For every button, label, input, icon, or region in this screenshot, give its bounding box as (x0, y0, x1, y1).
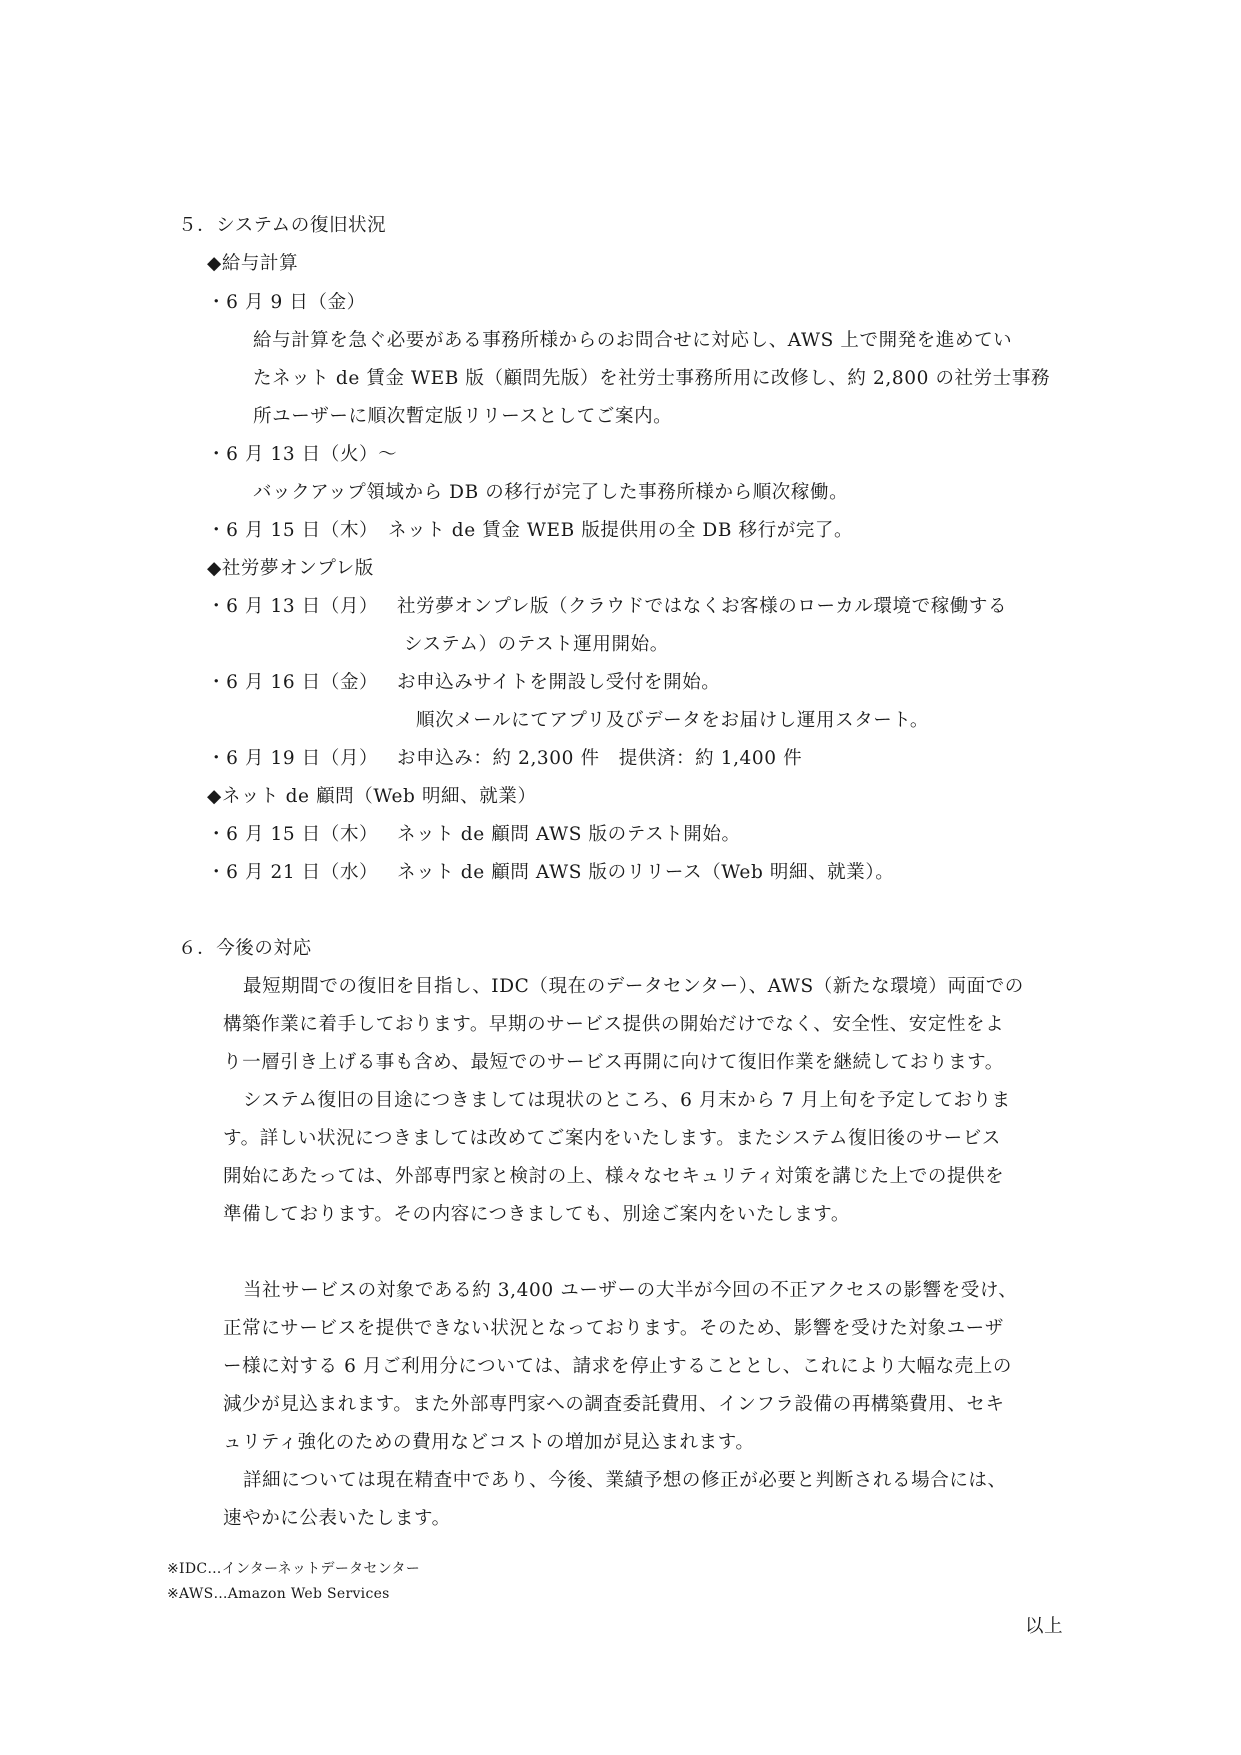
s6-p2-line2: す。詳しい状況につきましては改めてご案内をいたします。またシステム復旧後のサービス (223, 1128, 1001, 1149)
s6-p1-line1: 最短期間での復旧を目指し、IDC（現在のデータセンター）、AWS（新たな環境）両面での (243, 976, 1024, 997)
section5-heading: ５．システムの復旧状況 (178, 215, 387, 236)
komon-jun15-date: ・6 月 15 日（木） (207, 824, 379, 845)
payroll-jun13-line1: バックアップ領域から DB の移行が完了した事務所様から順次稼働。 (253, 482, 849, 503)
payroll-jun9-line3: 所ユーザーに順次暫定版リリースとしてご案内。 (253, 406, 673, 427)
s6-p3-line4: 減少が見込まれます。また外部専門家への調査委託費用、インフラ設備の再構築費用、セキ (223, 1394, 1005, 1415)
shrm-jun16-line1: お申込みサイトを開設し受付を開始。 (397, 672, 721, 693)
komon-jun15-line1: ネット de 顧問 AWS 版のテスト開始。 (397, 824, 741, 845)
payroll-jun9-date: ・6 月 9 日（金） (207, 292, 366, 313)
shrm-jun13-line1: 社労夢オンプレ版（クラウドではなくお客様のローカル環境で稼働する (397, 596, 1008, 617)
komon-jun21-line1: ネット de 顧問 AWS 版のリリース（Web 明細、就業）。 (397, 862, 895, 883)
s6-p3-line1: 当社サービスの対象である約 3,400 ユーザーの大半が今回の不正アクセスの影響を受け、 (243, 1280, 1018, 1301)
shrm-title: ◆社労夢オンプレ版 (207, 558, 374, 579)
s6-p3-line3: ー様に対する 6 月ご利用分については、請求を停止することとし、これにより大幅な売上の (223, 1356, 1012, 1377)
s6-p4-line2: 速やかに公表いたします。 (223, 1508, 451, 1529)
s6-p3-line5: ュリティ強化のための費用などコストの増加が見込まれます。 (223, 1432, 755, 1453)
shrm-jun16-date: ・6 月 16 日（金） (207, 672, 379, 693)
payroll-jun13-date: ・6 月 13 日（火）～ (207, 444, 398, 465)
s6-p2-line1: システム復旧の目途につきましては現状のところ、6 月末から 7 月上旬を予定しておりま (243, 1090, 1011, 1111)
s6-p2-line4: 準備しております。その内容につきましても、別途ご案内をいたします。 (223, 1204, 850, 1225)
shrm-jun16-line2: 順次メールにてアプリ及びデータをお届けし運用スタート。 (416, 710, 929, 731)
section6-heading: ６．今後の対応 (178, 938, 312, 959)
footnote-idc: ※IDC…インターネットデータセンター (167, 1561, 421, 1577)
shrm-jun13-date: ・6 月 13 日（月） (207, 596, 379, 617)
payroll-title: ◆給与計算 (207, 253, 299, 274)
shrm-jun19-date: ・6 月 19 日（月） (207, 748, 379, 769)
payroll-jun9-line2: たネット de 賃金 WEB 版（顧問先版）を社労士事務所用に改修し、約 2,800 の社労士事務 (253, 368, 1051, 389)
komon-title: ◆ネット de 顧問（Web 明細、就業） (207, 786, 537, 807)
komon-jun21-date: ・6 月 21 日（水） (207, 862, 379, 883)
s6-p1-line3: り一層引き上げる事も含め、最短でのサービス再開に向けて復旧作業を継続しております。 (223, 1052, 1004, 1073)
s6-p1-line2: 構築作業に着手しております。早期のサービス提供の開始だけでなく、安全性、安定性をよ (223, 1014, 1005, 1035)
shrm-jun19-line1: お申込み：約 2,300 件 提供済：約 1,400 件 (397, 748, 803, 769)
payroll-jun9-line1: 給与計算を急ぐ必要がある事務所様からのお問合せに対応し、AWS 上で開発を進めてい (253, 330, 1013, 351)
shrm-jun13-line2: システム）のテスト運用開始。 (404, 634, 669, 655)
payroll-jun15: ・6 月 15 日（木） ネット de 賃金 WEB 版提供用の全 DB 移行が完了。 (207, 520, 854, 541)
closing-mark: 以上 (1025, 1616, 1064, 1637)
footnote-aws: ※AWS…Amazon Web Services (167, 1586, 390, 1602)
s6-p3-line2: 正常にサービスを提供できない状況となっております。そのため、影響を受けた対象ユーザ (223, 1318, 1004, 1339)
s6-p2-line3: 開始にあたっては、外部専門家と検討の上、様々なセキュリティ対策を講じた上での提供を (223, 1166, 1005, 1187)
s6-p4-line1: 詳細については現在精査中であり、今後、業績予想の修正が必要と判断される場合には、 (243, 1470, 1007, 1491)
